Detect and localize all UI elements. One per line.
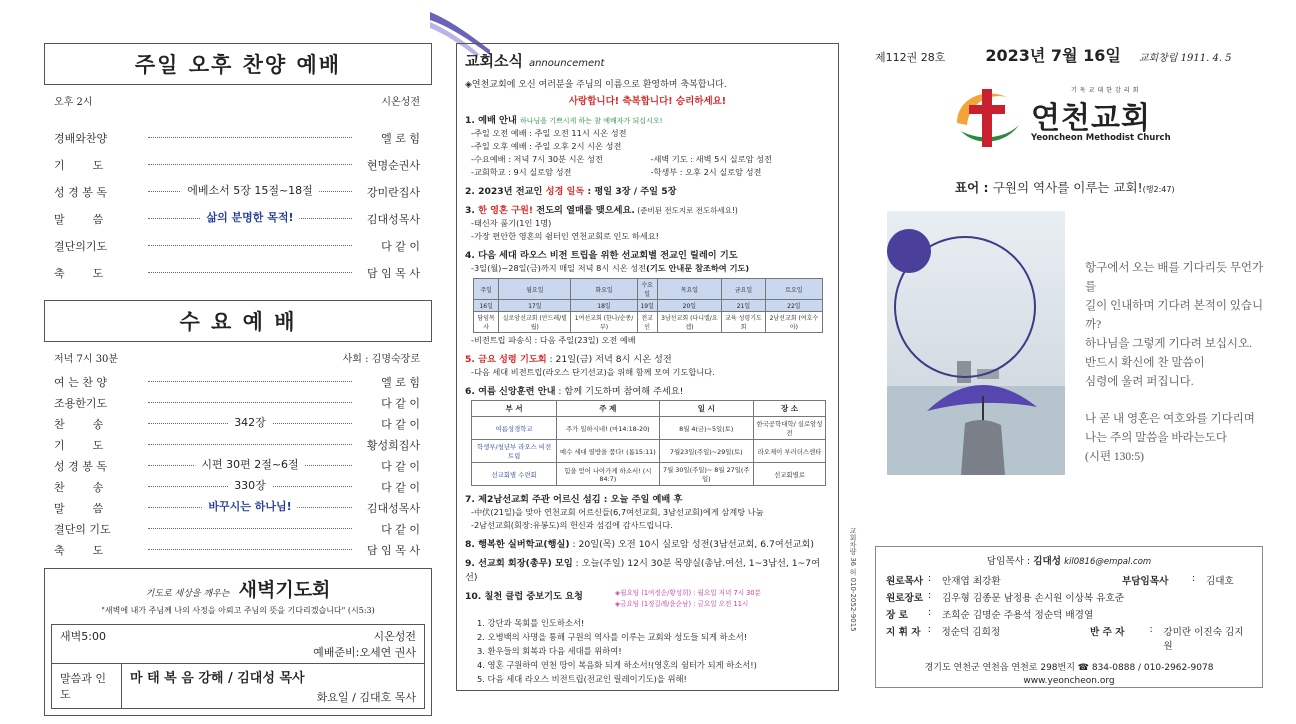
team-monday: ◈월요팀 (1여정순/황성희) : 월요일 저녁 7시 30분 bbox=[615, 589, 761, 597]
worship-school: -교회학교 : 9시 실로암 성전 bbox=[471, 167, 572, 177]
sunday-pm-title: 주일 오후 찬양 예배 bbox=[134, 53, 342, 77]
sunday-pm-header bbox=[44, 85, 432, 114]
summer-training-table bbox=[471, 400, 826, 486]
sunday-pm-row-leader-name: 현명순권사 bbox=[366, 158, 420, 172]
wednesday-row bbox=[54, 392, 420, 413]
training-cell: 7월 30일(주일)~ 8월 27일(주일) bbox=[659, 463, 754, 486]
training-header-cell: 장 소 bbox=[754, 401, 826, 417]
relay-group-cell: 담임목사 bbox=[474, 312, 499, 333]
wednesday-row bbox=[54, 539, 420, 560]
wednesday-header bbox=[44, 342, 432, 371]
announcement-title-ko: 교회소식 bbox=[465, 52, 523, 70]
wednesday-row-leader bbox=[148, 479, 352, 492]
welcome-text: ◈연천교회에 오신 여러분을 주님의 이름으로 환영하며 축복합니다. bbox=[465, 80, 727, 90]
church-motto bbox=[955, 178, 1175, 196]
pastor-label: 담임목사 : bbox=[986, 556, 1034, 567]
section-4-line-1b: (기도 안내문 참조하여 기도) bbox=[646, 263, 750, 273]
sunday-pm-title-box bbox=[44, 43, 432, 85]
sunday-pm-row bbox=[54, 205, 420, 232]
wednesday-row-leader-name: 엘 로 힘 bbox=[381, 375, 420, 389]
wednesday-row-leader bbox=[148, 500, 352, 513]
sunday-pm-row bbox=[54, 178, 420, 205]
love-slogan: 사랑합니다! 축복합니다! 승리하세요! bbox=[568, 96, 727, 107]
section-8-title bbox=[465, 536, 830, 550]
left-panel bbox=[44, 43, 432, 716]
wednesday-row-leader bbox=[148, 458, 352, 471]
section-3-title bbox=[465, 202, 830, 216]
motto-label: 표어 : bbox=[955, 180, 993, 195]
senior-pastor bbox=[886, 553, 1252, 567]
section-4-line-1a: -3일(월)~28일(금)까지 매일 저녁 8시 시온 성전 bbox=[471, 263, 647, 273]
announcement-title bbox=[465, 50, 830, 71]
sunday-pm-row-detail: 에베소서 5장 15절~18절 bbox=[181, 182, 319, 198]
wednesday-row-leader bbox=[148, 402, 352, 403]
wednesday-row-label: 결단의 기도 bbox=[54, 522, 111, 536]
staff-row-music: 지 휘 자 : 정순덕 김희정 반 주 자 : 강미란 이진숙 김지원 bbox=[886, 624, 1252, 652]
section-1-sub: 하나님을 기쁘시게 하는 참 예배자가 되십시오! bbox=[519, 117, 663, 125]
sunday-pm-row-leader-name: 김대성목사 bbox=[366, 212, 420, 226]
wednesday-row-leader bbox=[148, 444, 352, 445]
sunday-pm-row bbox=[54, 259, 420, 286]
sunday-pm-time: 오후 2시 bbox=[54, 97, 93, 108]
dawn-info-table bbox=[51, 624, 425, 709]
staff-conductor-label: 지 휘 자 bbox=[886, 627, 921, 638]
wednesday-row-leader-name: 다 같 이 bbox=[381, 480, 420, 494]
section-1-title bbox=[465, 112, 830, 126]
staff-row-emeritus: 원로목사 : 안재엽 최강환 부담임목사 : 김대호 bbox=[886, 573, 1234, 587]
section-9-a: 9. 선교회 회장(총무) 모임 bbox=[465, 558, 573, 569]
wednesday-row-leader-name: 다 같 이 bbox=[381, 417, 420, 431]
pastor-email: kil0816@empal.com bbox=[1064, 557, 1152, 567]
wednesday-row-detail: 시편 30편 2절~6절 bbox=[195, 456, 304, 472]
relay-day-cell: 금요일 bbox=[722, 279, 766, 300]
relay-date-cell: 18일 bbox=[571, 300, 637, 312]
sunday-pm-row-leader-name: 담 임 목 사 bbox=[367, 266, 420, 280]
relay-date-cell: 21일 bbox=[722, 300, 766, 312]
wednesday-row-label: 기 도 bbox=[54, 438, 104, 452]
training-cell: 한국공학대학/ 실로암성전 bbox=[754, 417, 826, 440]
prayer-item: 5. 다음 세대 라오스 비전트립(전교인 릴레이기도)을 위해! bbox=[477, 674, 687, 684]
sunday-pm-row-detail: 삶의 분명한 목적! bbox=[200, 209, 299, 225]
prayer-item: 3. 환우들의 회복과 다음 세대를 위하여! bbox=[477, 646, 622, 656]
dawn-subtitle: 기도로 세상을 깨우는 bbox=[145, 589, 230, 599]
umbrella-photo-image bbox=[887, 211, 1065, 475]
sunday-pm-row-leader bbox=[148, 211, 352, 224]
sunday-pm-row-label: 성 경 봉 독 bbox=[54, 185, 107, 199]
relay-group-cell: 3남선교회 (다니엘/요셉) bbox=[657, 312, 722, 333]
prayer-item: 2. 오병백의 사명을 통해 구원의 역사를 이루는 교회와 성도들 되게 하소서! bbox=[477, 632, 748, 642]
section-9-title bbox=[465, 555, 830, 583]
bulletin-header bbox=[875, 43, 1265, 66]
team-friday: ◈금요팀 (1정길례/윤순남) : 금요일 오전 11시 bbox=[615, 600, 749, 608]
section-2-c: : 평일 3장 / 주일 5장 bbox=[584, 186, 677, 197]
sunday-pm-row-leader bbox=[148, 245, 352, 246]
relay-date-cell: 17일 bbox=[499, 300, 571, 312]
section-2-a: 2. 2023년 전교인 bbox=[465, 186, 546, 197]
dawn-title-block bbox=[45, 569, 431, 620]
sunday-pm-row-leader-name: 엘 로 힘 bbox=[381, 131, 420, 145]
relay-group-cell: 교육 성령기도회 bbox=[722, 312, 766, 333]
wednesday-row-leader bbox=[148, 416, 352, 429]
prayer-requests bbox=[477, 616, 830, 686]
sunday-pm-row bbox=[54, 232, 420, 259]
meditation-line: 나는 주의 말씀을 바라는도다 bbox=[1085, 432, 1227, 444]
meditation-line: 길이 인내하며 기다려 본적이 있습니까? bbox=[1085, 300, 1264, 331]
relay-prayer-table bbox=[473, 278, 823, 333]
wednesday-row-label: 조용한기도 bbox=[54, 396, 108, 410]
training-header-cell: 부 서 bbox=[472, 401, 557, 417]
staff-elder-emeritus-names: 김우형 김종문 남정용 손시원 이상복 유호준 bbox=[942, 593, 1125, 604]
relay-day-cell: 토요일 bbox=[765, 279, 822, 300]
sunday-pm-row bbox=[54, 151, 420, 178]
sunday-pm-place: 시온성전 bbox=[381, 97, 420, 108]
section-4-line-1 bbox=[471, 263, 830, 274]
relay-date-cell: 22일 bbox=[765, 300, 822, 312]
training-cell: 선교회별로 bbox=[754, 463, 826, 486]
section-6-a: 6. 여름 신앙훈련 안내 bbox=[465, 386, 556, 397]
section-10-label: 10. 칠천 클럽 중보기도 요청 bbox=[465, 591, 583, 602]
relay-day-cell: 월요일 bbox=[499, 279, 571, 300]
dawn-prep: 예배준비:오세연 권사 bbox=[313, 646, 416, 659]
church-website[interactable]: www.yeoncheon.org bbox=[1023, 676, 1115, 686]
church-address: 경기도 연천군 연천읍 연천로 298번지 ☎ 834-0888 / 010-2962-9078 bbox=[924, 663, 1214, 673]
worship-school-student bbox=[471, 167, 830, 178]
sunday-pm-order bbox=[44, 124, 432, 286]
section-2-b: 성경 일독 bbox=[545, 186, 585, 197]
meditation-line: (시편 130:5) bbox=[1085, 451, 1144, 463]
training-header-row bbox=[472, 401, 826, 417]
relay-date-cell: 20일 bbox=[657, 300, 722, 312]
section-4-title: 4. 다음 세대 라오스 비전 트립을 위한 선교회별 전교인 릴레이 기도 bbox=[465, 250, 738, 261]
wednesday-row-leader bbox=[148, 549, 352, 550]
dawn-time: 새벽5:00 bbox=[60, 630, 106, 643]
section-5-a: 5. 금요 성령 기도회 bbox=[465, 354, 547, 365]
meditation-line: 나 곧 내 영혼은 여호와를 기다리며 bbox=[1085, 413, 1255, 425]
wednesday-title-box bbox=[44, 300, 432, 342]
wednesday-row bbox=[54, 455, 420, 476]
prayer-item: 4. 영혼 구원하여 연천 땅이 복음화 되게 하소서!(영혼의 쉼터가 되게 하소서!) bbox=[477, 660, 757, 670]
cover-panel bbox=[875, 43, 1265, 691]
section-3-b: 한 영혼 구원! bbox=[478, 205, 534, 216]
staff-elder-label: 장 로 bbox=[886, 610, 908, 621]
section-5-b: : 21일(금) 저녁 8시 시온 성전 bbox=[546, 354, 672, 365]
church-founded: 교회창립 1911. 4. 5 bbox=[1138, 53, 1232, 64]
relay-dates-row bbox=[474, 300, 823, 312]
training-header-cell: 주 제 bbox=[557, 401, 659, 417]
training-row bbox=[472, 440, 826, 463]
announcement-title-en: announcement bbox=[528, 58, 605, 69]
section-7-title: 7. 제2남선교회 주관 어르신 섬김 : 오늘 주일 예배 후 bbox=[465, 494, 683, 505]
meditation-line: 심령에 울려 퍼집니다. bbox=[1085, 376, 1194, 388]
worship-dawn: -새벽 기도 : 새벽 5시 실로암 성전 bbox=[650, 154, 772, 164]
section-9-b: : 오늘(주일) 12시 30분 목양실(총남.여선, 1~3남선, 1~7여선) bbox=[465, 558, 820, 583]
motto-reference: (행2:47) bbox=[1142, 185, 1175, 194]
training-cell: 선교회별 수련회 bbox=[472, 463, 557, 486]
staff-associate-label: 부담임목사 bbox=[1122, 576, 1169, 587]
staff-conductor-names: 정순덕 김희정 bbox=[941, 627, 1001, 638]
training-cell: 라오제이 부러더스센타 bbox=[754, 440, 826, 463]
wednesday-order bbox=[44, 371, 432, 560]
wednesday-row-leader-name: 김대성목사 bbox=[366, 501, 420, 515]
wednesday-title: 수 요 예 배 bbox=[179, 310, 297, 334]
logo-english-name: Yeoncheon Methodist Church bbox=[1031, 133, 1171, 143]
section-4-line-2: -비전트립 파송식 : 다음 주일(23일) 오전 예배 bbox=[471, 335, 636, 345]
meditation-line: 하나님을 그렇게 기다려 보십시오. bbox=[1085, 338, 1253, 350]
section-7-line-1: -中伏(21일)을 맞아 연천교회 어르신들(6,7여선교회, 3남선교회)에게 삼계탕 나눔 bbox=[471, 507, 764, 517]
wednesday-row-detail: 바꾸시는 하나님! bbox=[202, 498, 297, 514]
training-cell: 예수 세대 열방을 품다! (롬15:11) bbox=[557, 440, 659, 463]
cross-logo-icon bbox=[949, 83, 1029, 153]
sunday-pm-row-leader-name: 다 같 이 bbox=[381, 239, 420, 253]
section-10-title bbox=[465, 588, 830, 610]
dawn-book: 마 태 복 음 강해 / 김대성 목사 bbox=[130, 671, 305, 686]
bulletin-date: 2023년 7월 16일 bbox=[985, 46, 1121, 65]
training-cell: 학생부/청년부 라오스 비전트립 bbox=[472, 440, 557, 463]
dawn-title: 새벽기도회 bbox=[238, 579, 331, 601]
wednesday-row bbox=[54, 497, 420, 518]
section-3-line-1: -태신자 품기(1인 1명) bbox=[471, 218, 552, 228]
wednesday-row-leader-name: 다 같 이 bbox=[381, 522, 420, 536]
wednesday-time: 저녁 7시 30분 bbox=[54, 354, 119, 365]
motto-text: 구원의 역사를 이루는 교회! bbox=[992, 180, 1143, 195]
wednesday-row-leader bbox=[148, 381, 352, 382]
training-cell: 여름성경학교 bbox=[472, 417, 557, 440]
section-5-title bbox=[465, 351, 830, 365]
relay-group-cell: 1여선교회 (한나/순종/부) bbox=[571, 312, 637, 333]
wednesday-row-label: 찬 송 bbox=[54, 417, 104, 431]
logo-church-name: 연천교회 bbox=[1031, 101, 1151, 136]
wednesday-row bbox=[54, 413, 420, 434]
church-logo bbox=[949, 83, 1189, 153]
meditation-text bbox=[1085, 259, 1265, 485]
relay-day-cell: 화요일 bbox=[571, 279, 637, 300]
section-6-b: : 함께 기도하며 참여해 주세요! bbox=[555, 386, 684, 397]
prayer-item: 1. 강단과 목회를 인도하소서! bbox=[477, 618, 585, 628]
worship-student: -학생부 : 오후 2시 실로암 성전 bbox=[650, 167, 762, 177]
training-row bbox=[472, 417, 826, 440]
pastor-name: 김대성 bbox=[1033, 556, 1062, 567]
wednesday-row-detail: 330장 bbox=[228, 477, 272, 493]
wednesday-row-label: 말 씀 bbox=[54, 501, 104, 515]
section-5-line-1: -다음 세대 비전트립(라오스 단기선교)을 위해 함께 모여 기도합니다. bbox=[471, 367, 715, 377]
section-10-teams bbox=[615, 588, 761, 610]
relay-day-cell: 수요일 bbox=[637, 279, 657, 300]
training-cell: 주가 일하시네! (마14:18-20) bbox=[557, 417, 659, 440]
wednesday-row bbox=[54, 476, 420, 497]
wednesday-row-leader-name: 황성희집사 bbox=[366, 438, 420, 452]
section-3-a: 3. bbox=[465, 205, 479, 216]
wednesday-row bbox=[54, 518, 420, 539]
staff-row-elders: 장 로 : 조희순 김명순 주용석 정순덕 배경열 bbox=[886, 607, 1094, 621]
relay-group-cell: 실로암선교회 (안드레/빌립) bbox=[499, 312, 571, 333]
sunday-pm-row bbox=[54, 124, 420, 151]
wednesday-host: 사회 : 김명숙장로 bbox=[342, 354, 420, 365]
wednesday-row bbox=[54, 434, 420, 455]
staff-accompanist-names: 강미란 이진숙 김지원 bbox=[1163, 627, 1244, 652]
sunday-pm-row-label: 경배와찬양 bbox=[54, 131, 108, 145]
sunday-pm-row-leader bbox=[148, 272, 352, 273]
sunday-pm-row-leader-name: 강미란집사 bbox=[366, 185, 420, 199]
sunday-pm-row-label: 말 씀 bbox=[54, 212, 104, 226]
relay-date-cell: 19일 bbox=[637, 300, 657, 312]
meditation-line: 반드시 확신에 찬 말씀이 bbox=[1085, 357, 1205, 369]
section-1-label: 1. 예배 안내 bbox=[465, 115, 517, 126]
section-3-line-2: -가장 편안한 영혼의 쉼터인 연천교회로 인도 하세요! bbox=[471, 231, 659, 241]
section-6-title bbox=[465, 383, 830, 397]
training-cell: 8월 4(금)~5일(토) bbox=[659, 417, 754, 440]
meditation-line: 항구에서 오는 배를 기다리듯 무언가를 bbox=[1085, 262, 1264, 293]
dawn-speaker-label: 말씀과 인도 bbox=[52, 664, 122, 709]
wednesday-row-leader bbox=[148, 528, 352, 529]
sunday-pm-row-leader bbox=[148, 184, 352, 197]
announcement-panel bbox=[456, 43, 839, 691]
sunday-pm-row-leader bbox=[148, 164, 352, 165]
sunday-pm-row-label: 기 도 bbox=[54, 158, 104, 172]
staff-emeritus-names: 안재엽 최강환 bbox=[942, 576, 1001, 587]
sunday-pm-row-label: 결단의기도 bbox=[54, 239, 108, 253]
worship-wed: -수요예배 : 저녁 7시 30분 시온 성전 bbox=[471, 154, 603, 164]
staff-elder-emeritus-label: 원로장로 bbox=[886, 593, 924, 604]
staff-elder-names: 조희순 김명순 주용석 정순덕 배경열 bbox=[942, 610, 1094, 621]
section-8-b: : 20일(목) 오전 10시 실로암 성전(3남선교회, 6.7여선교회) bbox=[569, 539, 814, 550]
relay-date-cell: 16일 bbox=[474, 300, 499, 312]
wednesday-row bbox=[54, 371, 420, 392]
wednesday-row-label: 찬 송 bbox=[54, 480, 104, 494]
wednesday-row-label: 성 경 봉 독 bbox=[54, 459, 107, 473]
staff-associate-name: 김대호 bbox=[1206, 576, 1234, 587]
staff-row-elders-emeritus: 원로장로 : 김우형 김종문 남정용 손시원 이상복 유호준 bbox=[886, 590, 1125, 604]
relay-group-cell: 전교인 bbox=[637, 312, 657, 333]
wednesday-row-detail: 342장 bbox=[228, 414, 272, 430]
section-2-title bbox=[465, 183, 830, 197]
section-7-line-2: -2남선교회(회장:유봉도)의 헌신과 섬김에 감사드립니다. bbox=[471, 520, 673, 530]
dawn-verse: "새벽에 내가 주님께 나의 사정을 아뢰고 주님의 뜻을 기다리겠습니다" (시5:3) bbox=[101, 606, 375, 615]
dawn-place: 시온성전 bbox=[373, 630, 416, 643]
training-header-cell: 일 시 bbox=[659, 401, 754, 417]
relay-days-row bbox=[474, 279, 823, 300]
relay-day-cell: 목요일 bbox=[657, 279, 722, 300]
relay-groups-row bbox=[474, 312, 823, 333]
sunday-pm-row-leader bbox=[148, 137, 352, 138]
wednesday-row-leader-name: 다 같 이 bbox=[381, 459, 420, 473]
relay-group-cell: 2남선교회 (여호수아) bbox=[765, 312, 822, 333]
worship-sunday-pm: -주일 오후 예배 : 주일 오후 2시 시온 성전 bbox=[471, 141, 622, 151]
staff-emeritus-label: 원로목사 bbox=[886, 576, 924, 587]
section-3-d: (준비된 전도지로 전도하세요!) bbox=[634, 206, 738, 215]
wednesday-row-leader-name: 다 같 이 bbox=[381, 396, 420, 410]
wednesday-row-leader-name: 담 임 목 사 bbox=[367, 543, 420, 557]
meditation-paragraph-1 bbox=[1085, 259, 1265, 392]
logo-denomination: 기독교대한감리회 bbox=[1071, 87, 1142, 94]
vehicle-contact-text: 교회차량 36 허 010-2052-9015 bbox=[849, 527, 857, 632]
sunday-pm-row-label: 축 도 bbox=[54, 266, 104, 280]
training-cell: 힘을 얻어 나아가게 하소서! (시84:7) bbox=[557, 463, 659, 486]
training-cell: 7월23일(주일)~29일(토) bbox=[659, 440, 754, 463]
dawn-tuesday: 화요일 / 김대호 목사 bbox=[316, 691, 416, 704]
section-3-c: 전도의 열매를 맺으세요. bbox=[533, 205, 635, 216]
volume-number: 제112권 28호 bbox=[875, 51, 946, 64]
staff-box bbox=[875, 546, 1263, 688]
staff-accompanist-label: 반 주 자 bbox=[1090, 627, 1125, 638]
section-8-a: 8. 행복한 실버학교(행실) bbox=[465, 539, 570, 550]
relay-day-cell: 주일 bbox=[474, 279, 499, 300]
wednesday-row-label: 축 도 bbox=[54, 543, 104, 557]
worship-wed-dawn bbox=[471, 154, 830, 165]
worship-sunday-am: -주일 오전 예배 : 주일 오전 11시 시온 성전 bbox=[471, 128, 627, 138]
training-row bbox=[472, 463, 826, 486]
wednesday-row-label: 여 는 찬 양 bbox=[54, 375, 107, 389]
dawn-prayer-box bbox=[44, 568, 432, 716]
meditation-paragraph-2 bbox=[1085, 410, 1265, 467]
